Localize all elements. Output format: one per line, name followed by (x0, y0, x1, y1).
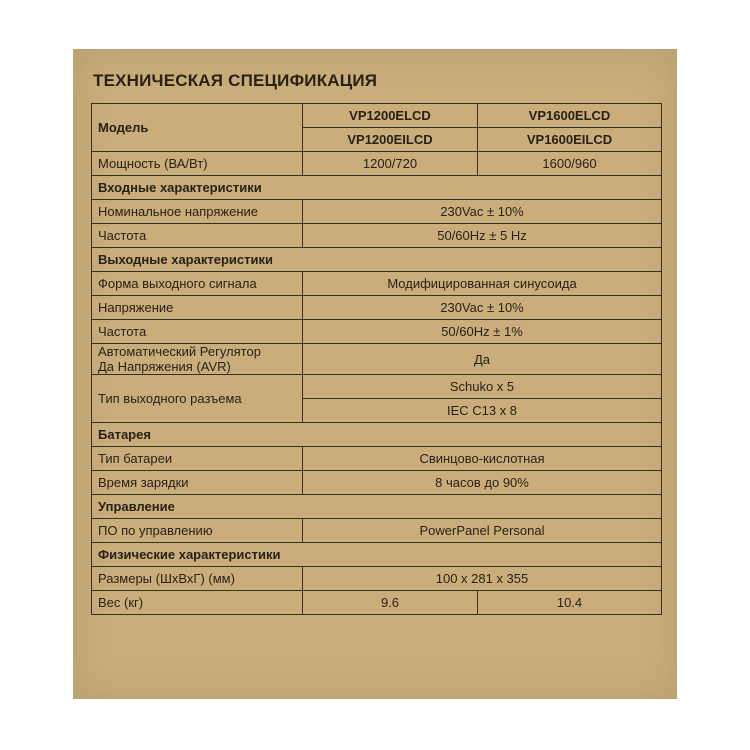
battery-type-label: Тип батареи (92, 447, 303, 471)
management-section-row (92, 495, 662, 519)
input-voltage-value: 230Vac ± 10% (303, 200, 662, 224)
input-freq-row (92, 224, 662, 248)
output-section-header: Выходные характеристики (92, 248, 662, 272)
model-label: Модель (92, 104, 303, 152)
spec-title: ТЕХНИЧЕСКАЯ СПЕЦИФИКАЦИЯ (93, 71, 378, 90)
physical-weight-col2: 10.4 (478, 591, 662, 615)
battery-type-row (92, 447, 662, 471)
management-section-header: Управление (92, 495, 662, 519)
model-col2-line2: VP1600EILCD (478, 128, 662, 152)
battery-charge-row (92, 471, 662, 495)
physical-weight-col1: 9.6 (303, 591, 478, 615)
output-avr-row (92, 344, 662, 375)
output-voltage-row (92, 296, 662, 320)
input-section-header: Входные характеристики (92, 176, 662, 200)
battery-charge-value: 8 часов до 90% (303, 471, 662, 495)
output-socket-label: Тип выходного разъема (92, 375, 303, 423)
output-freq-label: Частота (92, 320, 303, 344)
output-freq-value: 50/60Hz ± 1% (303, 320, 662, 344)
output-waveform-value: Модифицированная синусоида (303, 272, 662, 296)
output-waveform-label: Форма выходного сигнала (92, 272, 303, 296)
input-section-row (92, 176, 662, 200)
model-row-1 (92, 104, 662, 128)
management-software-value: PowerPanel Personal (303, 519, 662, 543)
physical-weight-label: Вес (кг) (92, 591, 303, 615)
physical-dims-row (92, 567, 662, 591)
physical-dims-value: 100 x 281 x 355 (303, 567, 662, 591)
output-voltage-label: Напряжение (92, 296, 303, 320)
output-avr-label-line1: Автоматический Регулятор (98, 344, 261, 359)
spec-sheet (73, 49, 677, 699)
battery-type-value: Свинцово-кислотная (303, 447, 662, 471)
model-col1-line2: VP1200EILCD (303, 128, 478, 152)
management-software-label: ПО по управлению (92, 519, 303, 543)
input-voltage-label: Номинальное напряжение (92, 200, 303, 224)
model-col1-line1: VP1200ELCD (303, 104, 478, 128)
input-freq-value: 50/60Hz ± 5 Hz (303, 224, 662, 248)
output-avr-label-line2: Да Напряжения (AVR) (98, 359, 231, 374)
spec-table (91, 103, 662, 615)
output-freq-row (92, 320, 662, 344)
physical-dims-label: Размеры (ШхВхГ) (мм) (92, 567, 303, 591)
model-col2-line1: VP1600ELCD (478, 104, 662, 128)
input-freq-label: Частота (92, 224, 303, 248)
battery-section-header: Батарея (92, 423, 662, 447)
output-waveform-row (92, 272, 662, 296)
output-socket-value2: IEC C13 x 8 (303, 399, 662, 423)
physical-section-row (92, 543, 662, 567)
output-avr-label (92, 344, 303, 375)
output-avr-value: Да (303, 344, 662, 375)
power-label: Мощность (ВА/Вт) (92, 152, 303, 176)
power-col1: 1200/720 (303, 152, 478, 176)
power-col2: 1600/960 (478, 152, 662, 176)
output-socket-row-1 (92, 375, 662, 399)
battery-charge-label: Время зарядки (92, 471, 303, 495)
management-software-row (92, 519, 662, 543)
battery-section-row (92, 423, 662, 447)
output-voltage-value: 230Vac ± 10% (303, 296, 662, 320)
output-section-row (92, 248, 662, 272)
input-voltage-row (92, 200, 662, 224)
physical-section-header: Физические характеристики (92, 543, 662, 567)
output-socket-value1: Schuko x 5 (303, 375, 662, 399)
physical-weight-row (92, 591, 662, 615)
power-row (92, 152, 662, 176)
